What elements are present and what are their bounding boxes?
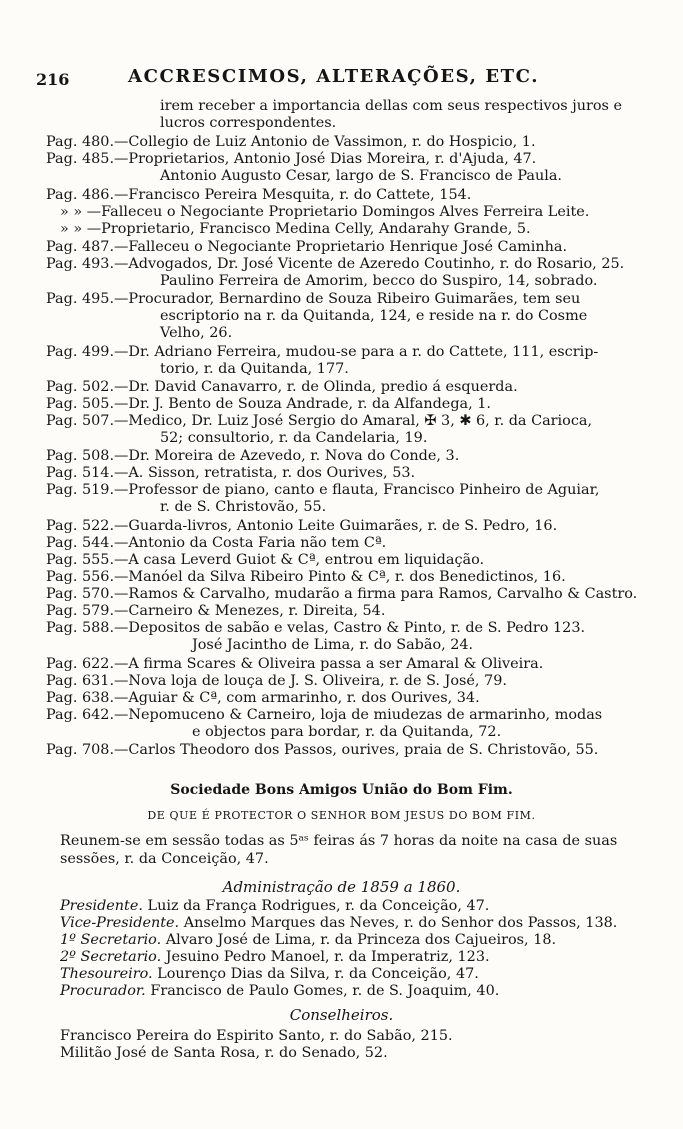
officer-role: 1º Secretario. — [60, 932, 162, 948]
list-item: Pag. 570.—Ramos & Carvalho, mudarão a firma para Ramos, Carvalho & Castro. — [46, 586, 638, 602]
officer-role: Procurador. — [60, 983, 146, 999]
list-item: Pag. 499.—Dr. Adriano Ferreira, mudou-se para a r. do Cattete, 111, escrip- — [46, 344, 599, 360]
list-item: Velho, 26. — [160, 325, 233, 341]
officer-row — [60, 966, 479, 983]
officer-row — [60, 915, 617, 932]
officer-info: Alvaro José de Lima, r. da Princeza dos Cajueiros, 18. — [165, 932, 557, 948]
list-item: Pag. 480.—Collegio de Luiz Antonio de Vassimon, r. do Hospicio, 1. — [46, 134, 536, 150]
list-item: Pag. 502.—Dr. David Canavarro, r. de Olinda, predio á esquerda. — [46, 379, 518, 395]
list-item: r. de S. Christovão, 55. — [160, 499, 327, 515]
list-item: Pag. 622.—A firma Scares & Oliveira passa a ser Amaral & Oliveira. — [46, 656, 544, 672]
officer-row — [60, 983, 499, 1000]
list-item: Pag. 556.—Manóel da Silva Ribeiro Pinto & Cª, r. dos Benedictinos, 16. — [46, 569, 566, 585]
list-item: Pag. 508.—Dr. Moreira de Azevedo, r. Nova do Conde, 3. — [46, 448, 460, 464]
list-item: Pag. 486.—Francisco Pereira Mesquita, r. do Cattete, 154. — [46, 187, 472, 203]
list-item: Pag. 631.—Nova loja de louça de J. S. Oliveira, r. de S. José, 79. — [46, 673, 507, 689]
list-item: Pag. 485.—Proprietarios, Antonio José Dias Moreira, r. d'Ajuda, 47. — [46, 151, 537, 167]
list-item: Pag. 493.—Advogados, Dr. José Vicente de Azeredo Coutinho, r. do Rosario, 25. — [46, 256, 625, 272]
officer-role: 2º Secretario. — [60, 949, 162, 965]
officer-info: Lourenço Dias da Silva, r. da Conceição, 47. — [157, 966, 479, 982]
page-number: 216 — [36, 70, 70, 89]
society-intro: sessões, r. da Conceição, 47. — [60, 851, 269, 867]
list-item: Antonio Augusto Cesar, largo de S. Francisco de Paula. — [160, 168, 563, 184]
list-item: Pag. 507.—Medico, Dr. Luiz José Sergio do Amaral, ✠ 3, ✱ 6, r. da Carioca, — [46, 413, 593, 429]
running-title: ACCRESCIMOS, ALTERAÇÕES, ETC. — [128, 66, 540, 87]
list-item: Pag. 495.—Procurador, Bernardino de Souza Ribeiro Guimarães, tem seu — [46, 291, 581, 307]
officer-info: Anselmo Marques das Neves, r. do Senhor dos Passos, 138. — [183, 915, 618, 931]
society-intro: Reunem-se em sessão todas as 5ᵃˢ feiras ás 7 horas da noite na casa de suas — [60, 833, 618, 849]
officer-role: Thesoureiro. — [60, 966, 153, 982]
officer-row — [60, 932, 556, 949]
list-item: » » —Falleceu o Negociante Proprietario Domingos Alves Ferreira Leite. — [60, 204, 590, 220]
list-item: Pag. 642.—Nepomuceno & Carneiro, loja de miudezas de armarinho, modas — [46, 707, 603, 723]
list-item: Pag. 544.—Antonio da Costa Faria não tem Cª. — [46, 535, 387, 551]
council-heading: Conselheiros. — [289, 1006, 394, 1024]
list-item: e objectos para bordar, r. da Quitanda, 72. — [192, 724, 502, 740]
council-member: Militão José de Santa Rosa, r. do Senado, 52. — [60, 1045, 388, 1061]
list-item: lucros correspondentes. — [160, 115, 337, 131]
list-item: Pag. 505.—Dr. J. Bento de Souza Andrade, r. da Alfandega, 1. — [46, 396, 491, 412]
list-item: Pag. 588.—Depositos de sabão e velas, Castro & Pinto, r. de S. Pedro 123. — [46, 620, 586, 636]
list-item: Pag. 514.—A. Sisson, retratista, r. dos Ourives, 53. — [46, 465, 416, 481]
list-item: Pag. 519.—Professor de piano, canto e flauta, Francisco Pinheiro de Aguiar, — [46, 482, 600, 498]
council-member: Francisco Pereira do Espirito Santo, r. do Sabão, 215. — [60, 1028, 453, 1044]
officer-row — [60, 898, 489, 915]
list-item: Pag. 487.—Falleceu o Negociante Proprietario Henrique José Caminha. — [46, 239, 568, 255]
officer-info: Francisco de Paulo Gomes, r. de S. Joaquim, 40. — [150, 983, 500, 999]
society-subtitle: DE QUE É PROTECTOR O SENHOR BOM JESUS DO BOM FIM. — [147, 809, 536, 822]
list-item: irem receber a importancia dellas com seus respectivos juros e — [160, 98, 622, 114]
list-item: Pag. 638.—Aguiar & Cª, com armarinho, r. dos Ourives, 34. — [46, 690, 480, 706]
society-title: Sociedade Bons Amigos União do Bom Fim. — [170, 782, 513, 798]
administration-heading: Administração de 1859 a 1860. — [222, 878, 461, 896]
officer-role: Vice-Presidente. — [60, 915, 180, 931]
list-item: Pag. 555.—A casa Leverd Guiot & Cª, entrou em liquidação. — [46, 552, 485, 568]
officer-info: Jesuino Pedro Manoel, r. da Imperatriz, 123. — [165, 949, 490, 965]
list-item: » » —Proprietario, Francisco Medina Celly, Andarahy Grande, 5. — [60, 221, 531, 237]
list-item: Paulino Ferreira de Amorim, becco do Suspiro, 14, sobrado. — [160, 273, 598, 289]
list-item: Pag. 579.—Carneiro & Menezes, r. Direita, 54. — [46, 603, 386, 619]
officer-info: Luiz da França Rodrigues, r. da Conceição, 47. — [147, 898, 490, 914]
officer-row — [60, 949, 490, 966]
list-item: 52; consultorio, r. da Candelaria, 19. — [160, 430, 428, 446]
list-item: José Jacintho de Lima, r. do Sabão, 24. — [192, 637, 474, 653]
list-item: Pag. 708.—Carlos Theodoro dos Passos, ourives, praia de S. Christovão, 55. — [46, 742, 599, 758]
officer-role: Presidente. — [60, 898, 143, 914]
list-item: escriptorio na r. da Quitanda, 124, e reside na r. do Cosme — [160, 308, 588, 324]
list-item: Pag. 522.—Guarda-livros, Antonio Leite Guimarães, r. de S. Pedro, 16. — [46, 518, 558, 534]
list-item: torio, r. da Quitanda, 177. — [160, 361, 349, 377]
